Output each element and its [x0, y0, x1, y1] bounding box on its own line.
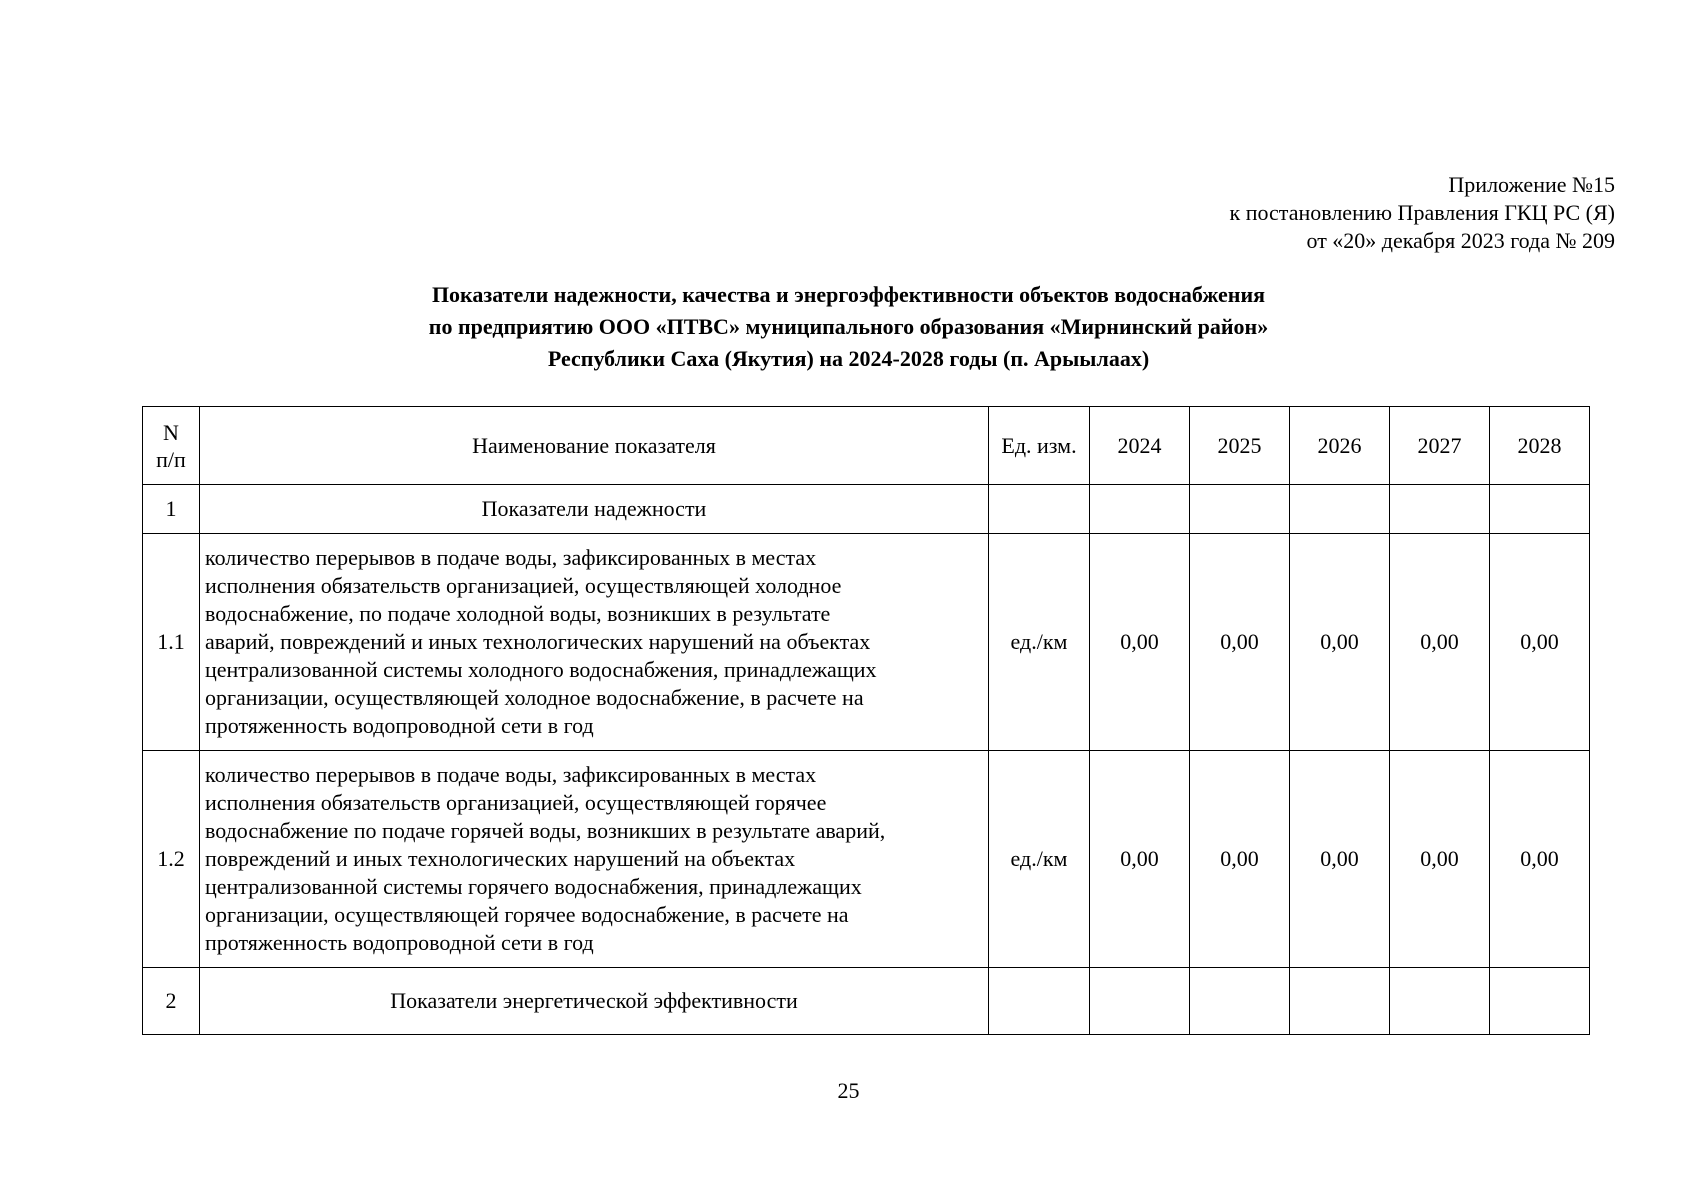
row-value — [1090, 968, 1190, 1035]
row-value-2027: 0,00 — [1390, 751, 1490, 968]
row-name-line: исполнения обязательств организацией, осуществляющей холодное — [205, 573, 842, 598]
row-unit: ед./км — [989, 751, 1090, 968]
row-name-line: протяженность водопроводной сети в год — [205, 713, 594, 738]
header-year-2024: 2024 — [1090, 407, 1190, 485]
page-number: 25 — [837, 1078, 860, 1103]
appendix-number: Приложение №15 — [1448, 172, 1615, 197]
row-name-line: организации, осуществляющей холодное водоснабжение, в расчете на — [205, 685, 864, 710]
row-value — [1190, 968, 1290, 1035]
table-row-1-1 — [143, 534, 1590, 751]
row-value — [1390, 485, 1490, 534]
table-row-1-2 — [143, 751, 1590, 968]
row-name-line: водоснабжение по подаче горячей воды, возникших в результате аварий, — [205, 818, 886, 843]
table-row-section-1 — [143, 485, 1590, 534]
row-unit — [989, 968, 1090, 1035]
row-value-2026: 0,00 — [1290, 534, 1390, 751]
header-name: Наименование показателя — [200, 407, 989, 485]
header-year-2027: 2027 — [1390, 407, 1490, 485]
row-value-2024: 0,00 — [1090, 751, 1190, 968]
row-value — [1490, 485, 1590, 534]
row-unit: ед./км — [989, 534, 1090, 751]
row-value — [1390, 968, 1490, 1035]
appendix-resolution: к постановлению Правления ГКЦ РС (Я) — [1229, 200, 1615, 225]
row-value — [1090, 485, 1190, 534]
row-value — [1190, 485, 1290, 534]
row-value — [1290, 485, 1390, 534]
row-name-line: водоснабжение, по подаче холодной воды, возникших в результате — [205, 601, 831, 626]
row-unit — [989, 485, 1090, 534]
row-value-2027: 0,00 — [1390, 534, 1490, 751]
row-name — [200, 751, 989, 968]
row-value-2026: 0,00 — [1290, 751, 1390, 968]
header-num-line2: п/п — [156, 446, 186, 472]
row-value-2025: 0,00 — [1190, 534, 1290, 751]
row-name-line: централизованной системы горячего водоснабжения, принадлежащих — [205, 874, 862, 899]
row-value — [1490, 968, 1590, 1035]
row-value-2025: 0,00 — [1190, 751, 1290, 968]
appendix-date: от «20» декабря 2023 года № 209 — [1306, 228, 1615, 253]
row-name-line: аварий, повреждений и иных технологических нарушений на объектах — [205, 629, 871, 654]
row-num: 2 — [143, 968, 200, 1035]
row-name-line: исполнения обязательств организацией, осуществляющей горячее — [205, 790, 827, 815]
row-value-2028: 0,00 — [1490, 534, 1590, 751]
row-value — [1290, 968, 1390, 1035]
row-value-2028: 0,00 — [1490, 751, 1590, 968]
row-name: Показатели энергетической эффективности — [200, 968, 989, 1035]
row-name — [200, 534, 989, 751]
row-value-2024: 0,00 — [1090, 534, 1190, 751]
header-num — [143, 407, 200, 485]
header-year-2026: 2026 — [1290, 407, 1390, 485]
row-name-line: протяженность водопроводной сети в год — [205, 930, 594, 955]
header-num-line1: N — [163, 419, 179, 445]
title-line-1: Показатели надежности, качества и энергоэффективности объектов водоснабжения — [431, 282, 1266, 307]
table-header-row — [143, 407, 1590, 485]
title-line-3: Республики Саха (Якутия) на 2024-2028 годы (п. Арыылаах) — [547, 346, 1150, 371]
row-name-line: количество перерывов в подаче воды, зафиксированных в местах — [205, 762, 817, 787]
table-row-section-2 — [143, 968, 1590, 1035]
header-year-2028: 2028 — [1490, 407, 1590, 485]
document-title — [300, 279, 1397, 375]
row-name: Показатели надежности — [200, 485, 989, 534]
header-unit: Ед. изм. — [989, 407, 1090, 485]
row-name-line: централизованной системы холодного водоснабжения, принадлежащих — [205, 657, 877, 682]
appendix-note — [1230, 171, 1615, 255]
row-name-line: организации, осуществляющей горячее водоснабжение, в расчете на — [205, 902, 849, 927]
row-num: 1.1 — [143, 534, 200, 751]
row-num: 1.2 — [143, 751, 200, 968]
header-year-2025: 2025 — [1190, 407, 1290, 485]
row-name-line: повреждений и иных технологических нарушений на объектах — [205, 846, 796, 871]
row-num: 1 — [143, 485, 200, 534]
title-line-2: по предприятию ООО «ПТВС» муниципального образования «Мирнинский район» — [428, 314, 1269, 339]
row-name-line: количество перерывов в подаче воды, зафиксированных в местах — [205, 545, 817, 570]
indicators-table — [142, 406, 1590, 1035]
